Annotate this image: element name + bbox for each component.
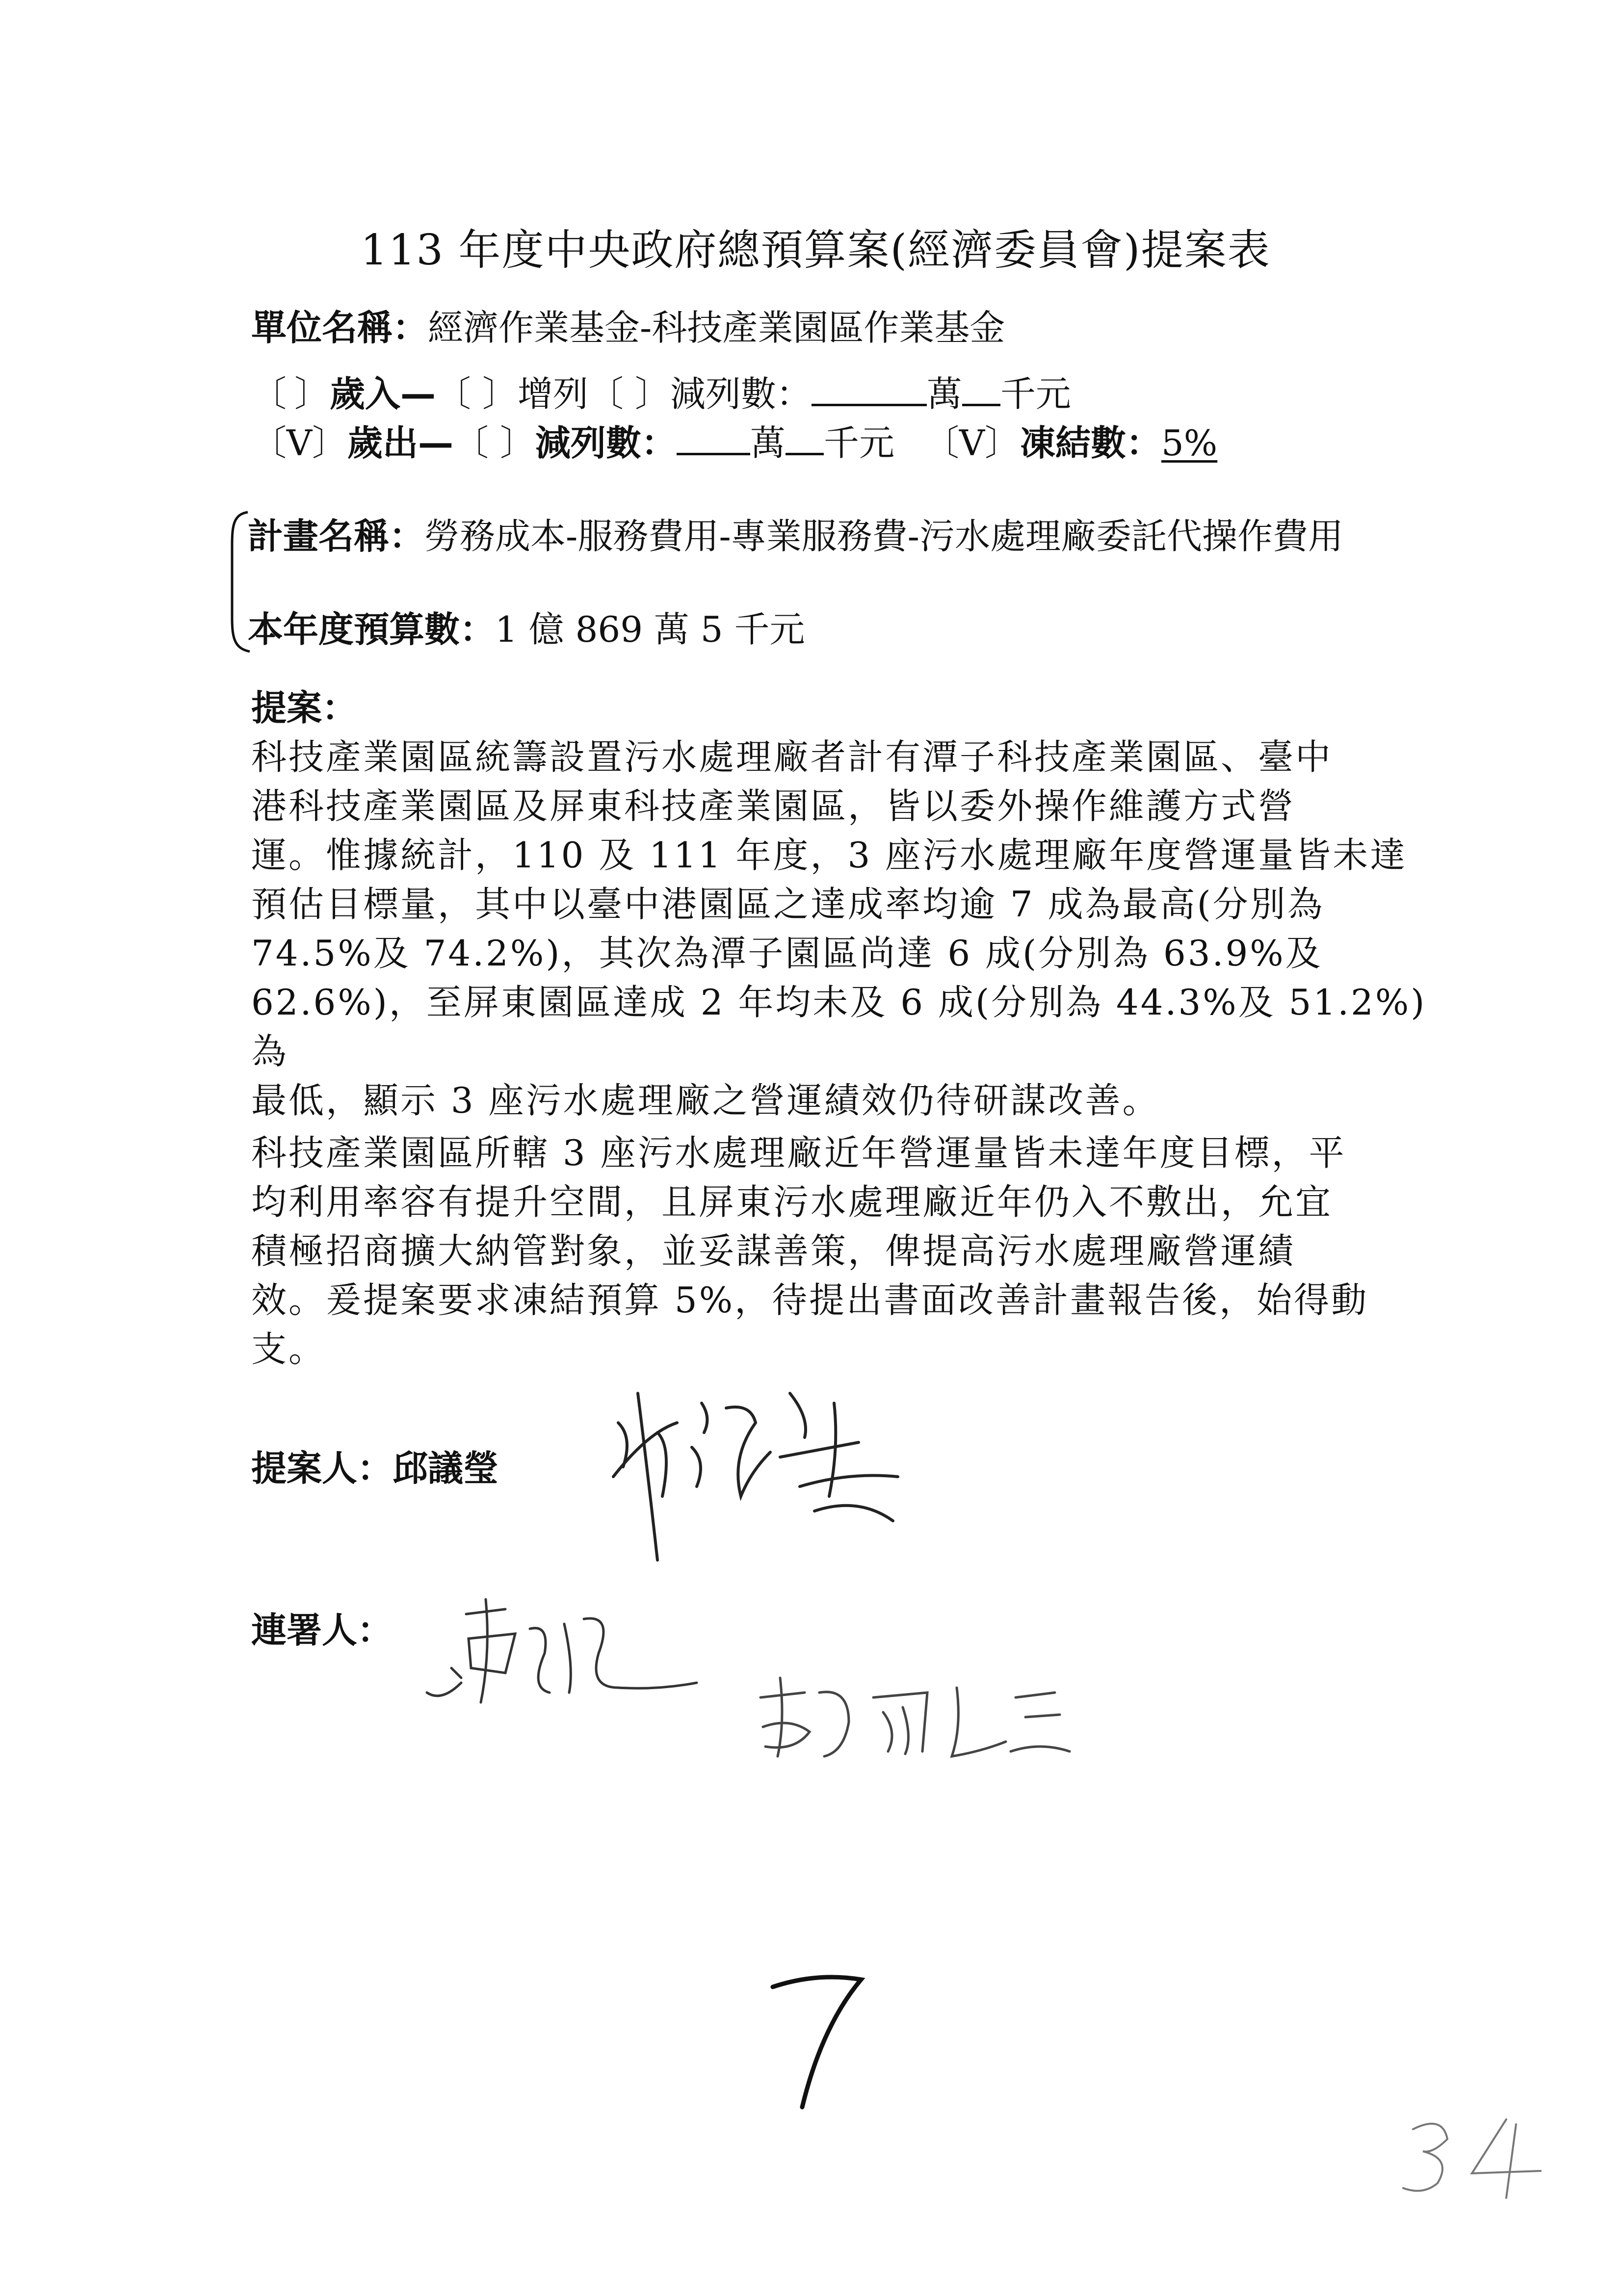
qianyuan-label: 千元 bbox=[1000, 373, 1071, 415]
project-line bbox=[248, 508, 1343, 559]
expenditure-label: 歲出— bbox=[347, 422, 454, 464]
exp-decrease-checkbox: 〔 〕 bbox=[453, 422, 535, 464]
proposal-line: 62.6%)，至屏東園區達成 2 年均未及 6 成(分別為 44.3%及 51.2%)為 bbox=[251, 982, 1427, 1072]
proposal-paragraph-2 bbox=[251, 1128, 1439, 1374]
proposal-line: 最低，顯示 3 座污水處理廠之營運績效仍待研謀改善。 bbox=[251, 1080, 1160, 1121]
cosigner-signature-1 bbox=[422, 1594, 726, 1722]
proposal-label: 提案： bbox=[251, 687, 358, 729]
proposal-line: 效。爰提案要求凍結預算 5%，待提出書面改善計畫報告後，始得動 bbox=[251, 1279, 1369, 1321]
expenditure-checkbox: 〔V〕 bbox=[251, 422, 347, 464]
decrease-checkbox: 〔 〕 bbox=[588, 373, 670, 415]
exp-qianyuan-label: 千元 bbox=[823, 422, 894, 464]
proposal-line: 支。 bbox=[251, 1329, 326, 1370]
freeze-checkbox: 〔V〕 bbox=[923, 422, 1020, 464]
unit-value: 經濟作業基金-科技產業園區作業基金 bbox=[428, 307, 1005, 348]
proposer-signature bbox=[603, 1374, 917, 1580]
proposal-line: 科技產業園區統籌設置污水處理廠者計有潭子科技產業園區、臺中 bbox=[251, 736, 1333, 778]
proposal-line: 74.5%及 74.2%)，其次為潭子園區尚達 6 成(分別為 63.9%及 bbox=[251, 933, 1323, 974]
freeze-value: 5% bbox=[1161, 422, 1218, 464]
increase-label: 增列 bbox=[517, 373, 588, 415]
proposal-line: 均利用率容有提升空間，且屏東污水處理廠近年仍入不敷出，允宜 bbox=[251, 1181, 1333, 1223]
exp-decrease-label: 減列數： bbox=[535, 422, 677, 464]
page-number-corner bbox=[1393, 2105, 1570, 2203]
proposer-name: 邱議瑩 bbox=[393, 1448, 499, 1489]
proposer-label: 提案人： bbox=[251, 1448, 393, 1489]
project-label: 計畫名稱： bbox=[248, 516, 425, 557]
exp-wan-label: 萬 bbox=[750, 422, 786, 464]
cosigner-signature-2 bbox=[751, 1668, 1074, 1776]
unit-label: 單位名稱： bbox=[251, 307, 428, 348]
increase-checkbox: 〔 〕 bbox=[436, 373, 518, 415]
exp-wan-blank bbox=[677, 449, 750, 455]
project-value: 勞務成本-服務費用-專業服務費-污水處理廠委託代操作費用 bbox=[424, 516, 1344, 557]
decrease-label: 減列數： bbox=[670, 373, 812, 415]
budget-value: 1 億 869 萬 5 千元 bbox=[495, 609, 805, 650]
page-title: 113 年度中央政府總預算案(經濟委員會)提案表 bbox=[361, 226, 1271, 275]
expenditure-line bbox=[251, 415, 1217, 466]
qian-blank bbox=[962, 400, 1000, 406]
budget-line bbox=[248, 601, 805, 652]
budget-label: 本年度預算數： bbox=[248, 609, 496, 650]
revenue-checkbox: 〔 〕 bbox=[251, 373, 330, 415]
proposal-line: 科技產業園區所轄 3 座污水處理廠近年營運量皆未達年度目標，平 bbox=[251, 1132, 1346, 1174]
proposer-line bbox=[251, 1440, 498, 1491]
proposal-line: 積極招商擴大納管對象，並妥謀善策，俾提高污水處理廠營運績 bbox=[251, 1230, 1296, 1272]
revenue-line bbox=[251, 365, 1071, 417]
unit-line bbox=[251, 299, 1005, 350]
wan-label: 萬 bbox=[926, 373, 962, 415]
proposal-paragraph-1 bbox=[251, 732, 1439, 1125]
proposal-line: 預估目標量，其中以臺中港園區之達成率均逾 7 成為最高(分別為 bbox=[251, 884, 1325, 925]
wan-blank bbox=[812, 400, 927, 406]
exp-qian-blank bbox=[786, 449, 824, 455]
page-number-center bbox=[763, 1967, 876, 2114]
freeze-label: 凍結數： bbox=[1020, 422, 1161, 464]
revenue-label: 歲入— bbox=[330, 373, 436, 415]
proposal-line: 運。惟據統計，110 及 111 年度，3 座污水處理廠年度營運量皆未達 bbox=[251, 835, 1408, 876]
cosigner-label: 連署人： bbox=[251, 1610, 393, 1651]
proposal-line: 港科技產業園區及屏東科技產業園區，皆以委外操作維護方式營 bbox=[251, 785, 1296, 827]
